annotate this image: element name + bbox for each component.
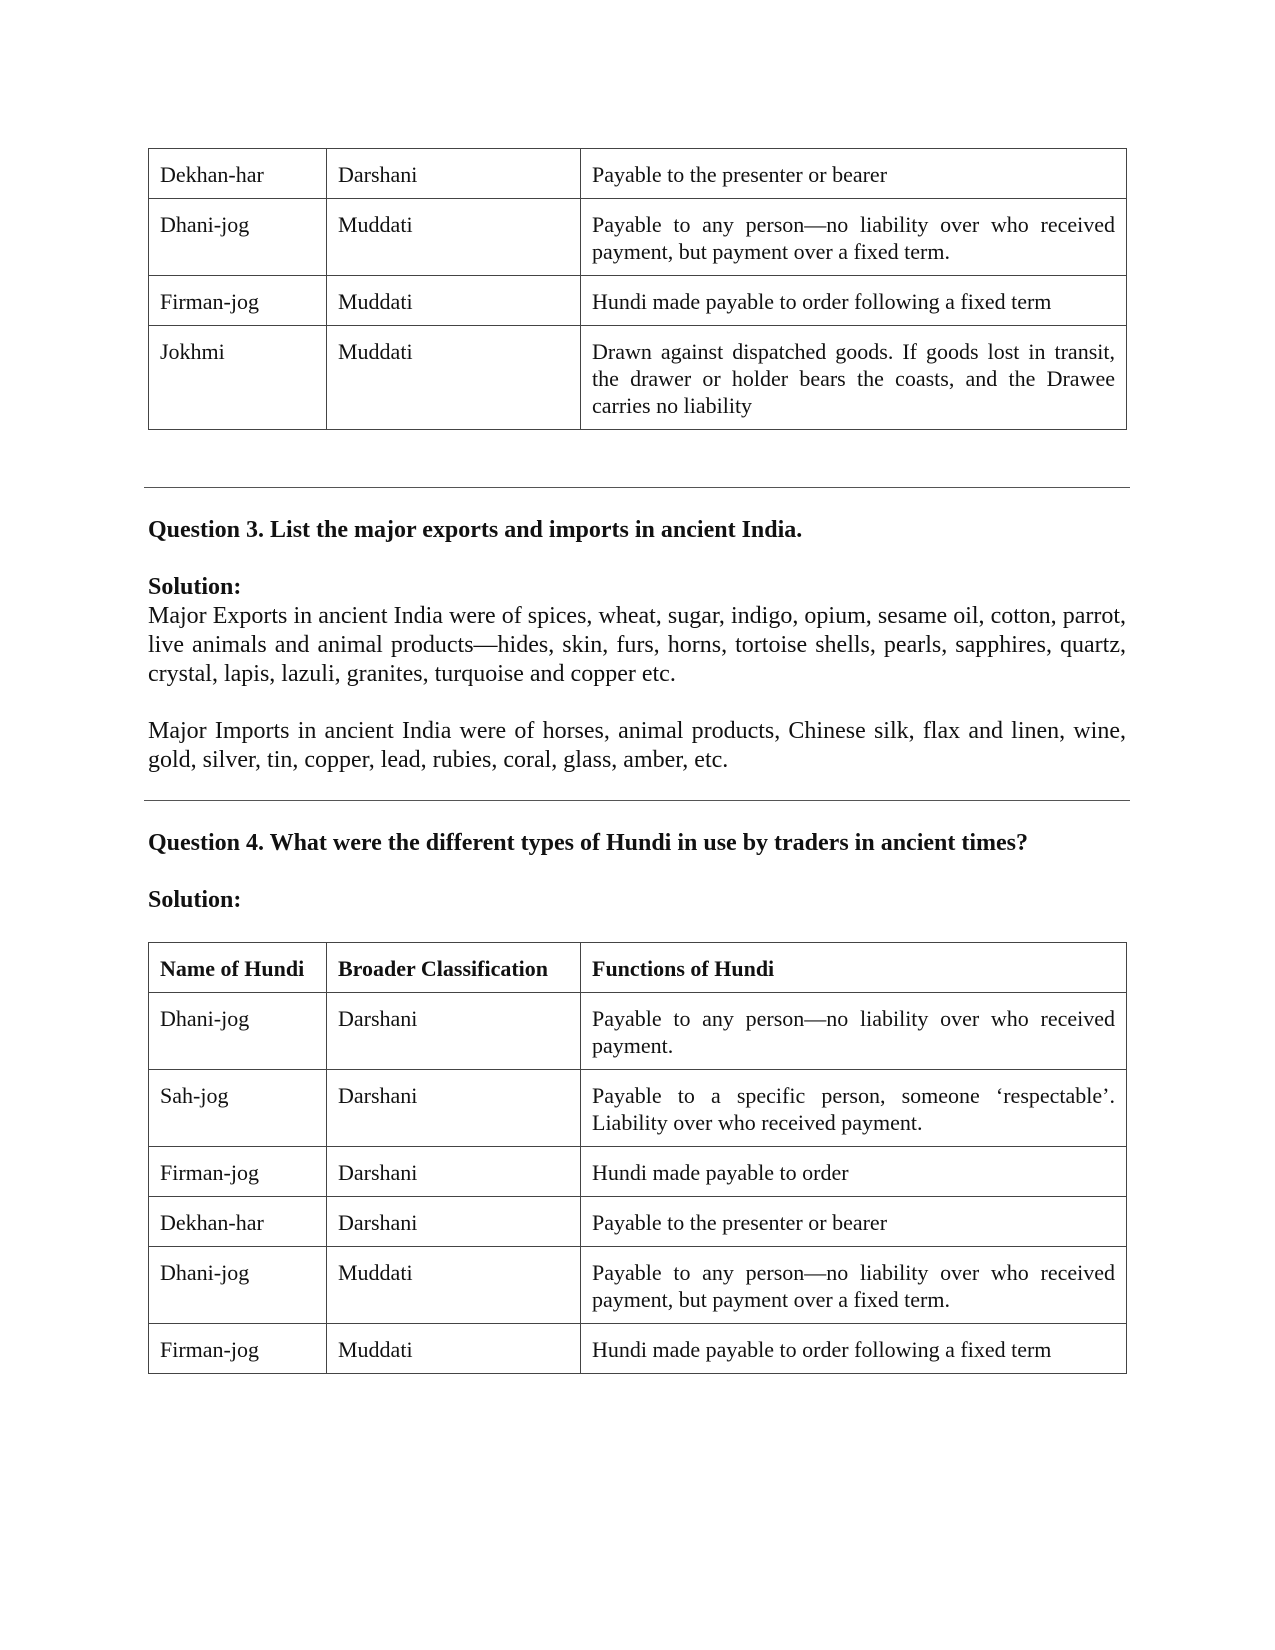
header-name-of-hundi: Name of Hundi	[149, 943, 327, 993]
function-cell: Hundi made payable to order following a fixed term	[581, 1324, 1127, 1374]
hundi-name-cell: Dekhan-har	[149, 1197, 327, 1247]
hundi-name-cell: Firman-jog	[149, 276, 327, 326]
table-row	[149, 199, 1127, 276]
section-divider	[144, 800, 1130, 801]
table-row	[149, 993, 1127, 1070]
hundi-name-cell: Jokhmi	[149, 326, 327, 430]
exports-paragraph: Major Exports in ancient India were of spices, wheat, sugar, indigo, opium, sesame oil, cotton, parrot, live animals and animal products—hides, skin, furs, horns, tortoise shells, pearls, sapphires, quartz, crystal, lapis, lazuli, granites, turquoise and copper etc.	[148, 603, 1126, 687]
function-cell: Payable to a specific person, someone ‘respectable’. Liability over who received payment.	[581, 1070, 1127, 1147]
table-row	[149, 149, 1127, 199]
table-row	[149, 276, 1127, 326]
table-row	[149, 1070, 1127, 1147]
hundi-name-cell: Dekhan-har	[149, 149, 327, 199]
header-functions-of-hundi: Functions of Hundi	[581, 943, 1127, 993]
classification-cell: Muddati	[327, 326, 581, 430]
function-cell: Payable to the presenter or bearer	[581, 1197, 1127, 1247]
function-cell: Drawn against dispatched goods. If goods lost in transit, the drawer or holder bears the coasts, and the Drawee carries no liability	[581, 326, 1127, 430]
hundi-name-cell: Firman-jog	[149, 1324, 327, 1374]
classification-cell: Muddati	[327, 276, 581, 326]
function-cell: Payable to any person—no liability over who received payment, but payment over a fixed term.	[581, 199, 1127, 276]
document-page	[148, 148, 1126, 1374]
classification-cell: Darshani	[327, 1147, 581, 1197]
classification-cell: Darshani	[327, 1070, 581, 1147]
hundi-types-table	[148, 942, 1127, 1374]
question-4-solution-label: Solution:	[148, 887, 242, 913]
function-cell: Hundi made payable to order following a fixed term	[581, 276, 1127, 326]
hundi-name-cell: Firman-jog	[149, 1147, 327, 1197]
function-cell: Payable to any person—no liability over who received payment.	[581, 993, 1127, 1070]
hundi-name-cell: Dhani-jog	[149, 199, 327, 276]
classification-cell: Darshani	[327, 149, 581, 199]
function-cell: Payable to the presenter or bearer	[581, 149, 1127, 199]
function-cell: Hundi made payable to order	[581, 1147, 1127, 1197]
table-row	[149, 1197, 1127, 1247]
hundi-name-cell: Dhani-jog	[149, 993, 327, 1070]
header-broader-classification: Broader Classification	[327, 943, 581, 993]
table-header-row	[149, 943, 1127, 993]
imports-paragraph: Major Imports in ancient India were of horses, animal products, Chinese silk, flax and linen, wine, gold, silver, tin, copper, lead, rubies, coral, glass, amber, etc.	[148, 718, 1126, 773]
table-row	[149, 1324, 1127, 1374]
classification-cell: Muddati	[327, 1324, 581, 1374]
question-3-title: Question 3. List the major exports and imports in ancient India.	[148, 517, 803, 543]
table-row	[149, 326, 1127, 430]
question-3-solution-label: Solution:	[148, 574, 242, 600]
classification-cell: Darshani	[327, 1197, 581, 1247]
classification-cell: Darshani	[327, 993, 581, 1070]
hundi-name-cell: Dhani-jog	[149, 1247, 327, 1324]
hundi-name-cell: Sah-jog	[149, 1070, 327, 1147]
hundi-table-continued	[148, 148, 1127, 430]
section-divider	[144, 487, 1130, 488]
table-row	[149, 1147, 1127, 1197]
classification-cell: Muddati	[327, 1247, 581, 1324]
function-cell: Payable to any person—no liability over who received payment, but payment over a fixed term.	[581, 1247, 1127, 1324]
classification-cell: Muddati	[327, 199, 581, 276]
question-4-title: Question 4. What were the different types of Hundi in use by traders in ancient times?	[148, 830, 1028, 856]
table-row	[149, 1247, 1127, 1324]
